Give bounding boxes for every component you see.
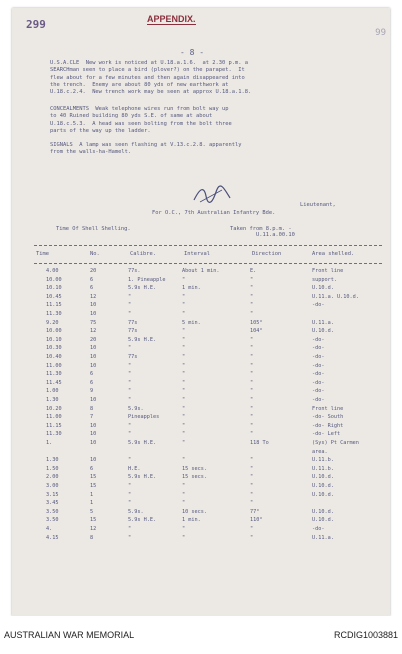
col-time: Time	[36, 251, 49, 257]
table-cell: "	[250, 465, 254, 472]
table-cell: U.10.d.	[312, 517, 334, 524]
table-cell: U.11.a.	[312, 534, 334, 541]
table-cell: U.11.b.	[312, 457, 334, 464]
table-cell: "	[128, 388, 132, 395]
table-cell: 1	[90, 500, 94, 507]
table-cell: "	[182, 293, 186, 300]
table-cell: 12	[90, 526, 97, 532]
table-row	[12, 354, 390, 362]
table-cell: 7	[90, 414, 94, 421]
table-cell: "	[250, 388, 254, 395]
table-cell: 5.9s H.E.	[128, 285, 157, 292]
table-cell: 10	[90, 431, 97, 438]
table-row	[12, 380, 390, 388]
table-cell: 10	[90, 302, 97, 309]
table-cell: -do-	[312, 397, 325, 403]
table-cell: "	[182, 405, 186, 412]
col-no: No.	[90, 251, 100, 257]
table-cell: 3.50	[46, 517, 59, 524]
table-cell: U.10.d.	[312, 491, 334, 498]
table-cell: 9	[90, 388, 94, 395]
table-cell: 11.30	[46, 431, 62, 438]
table-cell: 3.15	[46, 491, 59, 498]
table-cell: 15	[90, 517, 97, 524]
table-cell: "	[128, 500, 132, 507]
table-row	[12, 457, 390, 465]
table-cell: "	[250, 457, 254, 464]
table-row	[12, 388, 390, 396]
table-cell: E.	[250, 268, 257, 274]
table-cell: 77s.	[128, 268, 141, 274]
table-cell: "	[128, 293, 132, 300]
table-cell: 10	[90, 457, 97, 464]
rule-top	[34, 245, 382, 246]
table-cell: 20	[90, 268, 97, 274]
table-cell: "	[182, 311, 186, 317]
table-cell: 10.10	[46, 285, 62, 292]
table-cell: U.10.d.	[312, 328, 334, 335]
table-cell: -do- Left	[312, 431, 341, 438]
table-cell: 10.00	[46, 276, 62, 283]
table-cell: 104°	[250, 328, 263, 335]
table-cell: Pineapples	[128, 414, 160, 421]
table-cell: "	[250, 354, 254, 360]
table-cell: "	[250, 491, 254, 498]
table-cell: area.	[312, 448, 328, 455]
table-cell: "	[128, 311, 132, 317]
table-cell: 15 secs.	[182, 474, 207, 481]
table-cell: "	[250, 311, 254, 317]
table-cell: "	[128, 457, 132, 464]
table-cell: 10.20	[46, 405, 62, 412]
table-cell: "	[250, 414, 254, 421]
table-cell: 1. Pineapple	[128, 276, 166, 283]
table-cell: "	[250, 431, 254, 438]
document-sheet	[12, 8, 390, 616]
table-cell: 3.45	[46, 500, 59, 507]
table-cell: 1.30	[46, 457, 59, 464]
table-cell: 8	[90, 405, 94, 412]
table-cell: "	[128, 397, 132, 403]
table-source: Taken from 8.p.m. - U.11.a.00.10	[230, 226, 295, 238]
table-cell: "	[250, 397, 254, 403]
table-cell: 15 secs.	[182, 465, 207, 472]
table-cell: "	[182, 414, 186, 421]
table-cell: "	[182, 397, 186, 403]
table-cell: 11.15	[46, 302, 62, 309]
table-cell: "	[250, 483, 254, 489]
paragraph-concealments: CONCEALMENTS Weak telephone wires run from bolt way up to 40 Ruined building 80 yds S.E. of same at about U.18.c.5.3. A head was seen bolting from the bolt three parts of the way up the ladder.	[50, 106, 232, 134]
table-cell: 1.30	[46, 397, 59, 403]
table-cell: "	[182, 354, 186, 360]
table-cell: -do-	[312, 371, 325, 378]
table-cell: "	[250, 526, 254, 532]
table-cell: 11.45	[46, 379, 62, 386]
table-row	[12, 423, 390, 431]
table-cell: "	[182, 379, 186, 386]
appendix-stamp: APPENDIX.	[147, 14, 196, 24]
paragraph-signals: SIGNALS A lamp was seen flashing at V.13.c.2.8. apparently from the walls-ha-Hamelt.	[50, 142, 242, 156]
table-row	[12, 328, 390, 336]
table-cell: 5.9s.	[128, 405, 144, 412]
table-cell: -do-	[312, 362, 325, 369]
table-cell: "	[250, 405, 254, 412]
table-cell: U.11.a.	[312, 319, 334, 326]
table-cell: "	[182, 422, 186, 429]
table-cell: 1	[90, 491, 94, 498]
table-row	[12, 500, 390, 508]
table-row	[12, 294, 390, 302]
table-cell: "	[182, 336, 186, 343]
table-cell: 6	[90, 465, 94, 472]
table-cell: "	[250, 500, 254, 507]
table-cell: 77s	[128, 319, 138, 326]
table-cell: 1.50	[46, 465, 59, 472]
table-cell: About 1 min.	[182, 268, 220, 274]
table-cell: -do-	[312, 388, 325, 395]
table-cell: "	[250, 302, 254, 309]
institution-label: AUSTRALIAN WAR MEMORIAL	[4, 630, 135, 640]
table-cell: "	[182, 388, 186, 395]
table-cell: "	[182, 491, 186, 498]
table-cell: "	[182, 526, 186, 532]
paragraph-observation: U.S.A.CLE New work is noticed at U.18.a.1.6. at 2.30 p.m. a SEARCHman seen to place a bird (plover?) on the parapet. It flew about for a few minutes and then again disappeared into the trench. Enemy are about 80 yds of new earthwork at U.18.c.2.4. New trench work may be seen at approx U.18.a.1.8.	[50, 60, 252, 96]
table-cell: "	[128, 302, 132, 309]
table-cell: "	[250, 371, 254, 378]
table-cell: "	[128, 483, 132, 489]
table-cell: "	[182, 440, 186, 446]
table-cell: Front line	[312, 268, 344, 274]
table-cell: 105°	[250, 319, 263, 326]
table-cell: "	[250, 379, 254, 386]
table-cell: 5	[90, 508, 94, 515]
table-cell: U.10.d.	[312, 483, 334, 489]
table-row	[12, 406, 390, 414]
table-cell: 10.45	[46, 293, 62, 300]
col-direction: Direction	[252, 251, 282, 257]
table-cell: U.10.d.	[312, 508, 334, 515]
table-cell: "	[250, 276, 254, 283]
table-cell: 9.20	[46, 319, 59, 326]
table-cell: "	[182, 345, 186, 352]
table-cell: 11.15	[46, 422, 62, 429]
table-cell: Front line	[312, 405, 344, 412]
archive-footer	[0, 616, 402, 654]
table-cell: 6	[90, 371, 94, 378]
table-cell: U.11.a. U.10.d.	[312, 293, 359, 300]
table-row	[12, 414, 390, 422]
table-cell: 10	[90, 362, 97, 369]
table-cell: 1 min.	[182, 517, 201, 524]
table-cell: 4.00	[46, 268, 59, 274]
table-cell: 10.30	[46, 345, 62, 352]
signature-rank: Lieutenant,	[300, 202, 336, 208]
reference-label: RCDIG1003881	[333, 630, 398, 640]
table-cell: 75	[90, 319, 97, 326]
table-cell: 11.30	[46, 311, 62, 317]
table-cell: "	[128, 526, 132, 532]
table-cell: "	[182, 328, 186, 335]
table-row	[12, 517, 390, 525]
table-cell: "	[250, 534, 254, 541]
page-number: 299	[26, 18, 46, 31]
table-cell: 77s	[128, 328, 138, 335]
table-row	[12, 397, 390, 405]
table-cell: 77°	[250, 508, 260, 515]
table-cell: "	[182, 371, 186, 378]
table-cell: 5.9s.	[128, 508, 144, 515]
table-cell: 5.9s H.E.	[128, 474, 157, 481]
table-cell: 6	[90, 276, 94, 283]
table-cell: "	[182, 500, 186, 507]
table-cell: "	[128, 431, 132, 438]
rule-header	[34, 263, 382, 264]
table-cell: 1.00	[46, 388, 59, 395]
table-cell: "	[128, 534, 132, 541]
table-cell: 15	[90, 483, 97, 489]
table-cell: support.	[312, 276, 337, 283]
table-cell: -do- South	[312, 414, 344, 421]
table-row	[12, 535, 390, 543]
table-cell: "	[182, 431, 186, 438]
table-cell: "	[128, 371, 132, 378]
table-cell: "	[128, 491, 132, 498]
table-cell: "	[182, 276, 186, 283]
col-interval: Interval	[184, 251, 210, 257]
table-cell: 12	[90, 328, 97, 335]
table-cell: 1.	[46, 440, 53, 446]
table-cell: -do-	[312, 526, 325, 532]
table-row	[12, 363, 390, 371]
table-cell: "	[182, 483, 186, 489]
table-cell: (Sys) Pt Carmen	[312, 440, 359, 446]
table-cell: "	[182, 302, 186, 309]
table-cell: U.10.d.	[312, 474, 334, 481]
table-cell: 11.00	[46, 414, 62, 421]
table-cell: 3.00	[46, 483, 59, 489]
table-cell: 11.30	[46, 371, 62, 378]
table-cell: -do- Right	[312, 422, 344, 429]
table-row	[12, 320, 390, 328]
table-cell: 110°	[250, 517, 263, 524]
table-row	[12, 526, 390, 534]
table-row	[12, 371, 390, 379]
table-cell: "	[250, 336, 254, 343]
table-cell: 4.	[46, 526, 53, 532]
table-cell: "	[250, 474, 254, 481]
table-cell: -do-	[312, 302, 325, 309]
table-cell: "	[128, 345, 132, 352]
table-cell: -do-	[312, 379, 325, 386]
table-cell: 12	[90, 293, 97, 300]
col-area: Area shelled.	[312, 251, 355, 257]
table-cell: 11.00	[46, 362, 62, 369]
table-cell: H.E.	[128, 465, 141, 472]
table-row	[12, 337, 390, 345]
table-row	[12, 449, 390, 457]
table-cell: 15	[90, 474, 97, 481]
table-cell: 10	[90, 397, 97, 403]
table-cell: 10	[90, 354, 97, 360]
table-cell: 2.00	[46, 474, 59, 481]
table-cell: 1 min.	[182, 285, 201, 292]
corner-mark: 99	[375, 28, 386, 38]
table-cell: 8	[90, 534, 94, 541]
table-cell: 10	[90, 440, 97, 446]
table-cell: 5 min.	[182, 319, 201, 326]
table-cell: U.10.d.	[312, 285, 334, 292]
table-cell: "	[182, 457, 186, 464]
table-cell: -do-	[312, 336, 325, 343]
table-cell: 10	[90, 345, 97, 352]
table-cell: "	[250, 422, 254, 429]
table-cell: 77s	[128, 354, 138, 360]
table-cell: "	[250, 293, 254, 300]
table-cell: 10	[90, 422, 97, 429]
table-cell: 5.9s H.E.	[128, 336, 157, 343]
table-cell: 3.50	[46, 508, 59, 515]
table-row	[12, 483, 390, 491]
table-row	[12, 345, 390, 353]
table-row	[12, 474, 390, 482]
col-calibre: Calibre.	[130, 251, 156, 257]
table-title: Time Of Shell Shelling.	[56, 226, 131, 232]
table-cell: 10 secs.	[182, 508, 207, 515]
table-cell: 20	[90, 336, 97, 343]
table-cell: "	[128, 379, 132, 386]
table-row	[12, 492, 390, 500]
table-cell: "	[182, 362, 186, 369]
table-cell: "	[182, 534, 186, 541]
sheet-mark: - 8 -	[180, 48, 205, 57]
table-row	[12, 268, 390, 276]
table-row	[12, 311, 390, 319]
table-cell: 10.40	[46, 354, 62, 360]
signature	[192, 184, 232, 206]
table-row	[12, 466, 390, 474]
table-cell: 10.10	[46, 336, 62, 343]
table-cell: 4.15	[46, 534, 59, 541]
table-cell: 118 To	[250, 440, 269, 446]
table-cell: 10	[90, 311, 97, 317]
table-cell: 5.9s H.E.	[128, 440, 157, 446]
table-cell: 6	[90, 285, 94, 292]
table-cell: "	[250, 285, 254, 292]
table-row	[12, 440, 390, 448]
table-cell: U.11.b.	[312, 465, 334, 472]
table-row	[12, 431, 390, 439]
table-cell: "	[128, 362, 132, 369]
table-cell: -do-	[312, 354, 325, 360]
table-cell: "	[128, 422, 132, 429]
table-row	[12, 302, 390, 310]
table-cell: -do-	[312, 345, 325, 352]
table-cell: 5.9s H.E.	[128, 517, 157, 524]
table-cell: 10.00	[46, 328, 62, 335]
table-cell: 6	[90, 379, 94, 386]
table-cell: "	[250, 362, 254, 369]
table-row	[12, 277, 390, 285]
table-row	[12, 509, 390, 517]
table-cell: "	[250, 345, 254, 352]
table-row	[12, 285, 390, 293]
signature-for: For O.C., 7th Australian Infantry Bde.	[152, 210, 276, 216]
